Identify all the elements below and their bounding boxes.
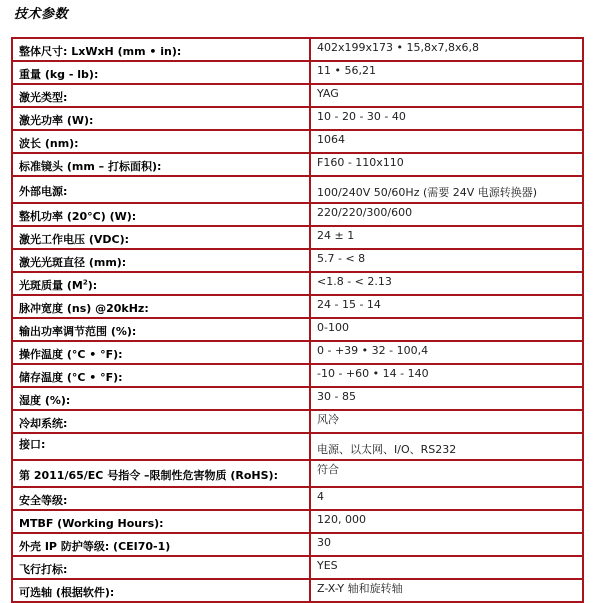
spec-label: 标准镜头 (mm – 打标面积): [12,153,310,176]
spec-label: 接口: [12,433,310,460]
spec-value: 100/240V 50/60Hz (需要 24V 电源转换器) [310,176,583,203]
table-row [12,176,583,203]
spec-value: 402x199x173 • 15,8x7,8x6,8 [310,38,583,61]
table-row [12,318,583,341]
spec-value: 电源、以太网、I/O、RS232 [310,433,583,460]
spec-value: YES [310,556,583,579]
table-row [12,249,583,272]
spec-label: 波长 (nm): [12,130,310,153]
spec-value: 30 [310,533,583,556]
spec-label: 安全等级: [12,487,310,510]
spec-value: Z-X-Y 轴和旋转轴 [310,579,583,602]
table-row [12,510,583,533]
spec-value: 风冷 [310,410,583,433]
table-row [12,387,583,410]
table-row [12,341,583,364]
table-row [12,487,583,510]
table-row [12,130,583,153]
spec-value: YAG [310,84,583,107]
spec-value: 符合 [310,460,583,487]
spec-label: 湿度 (%): [12,387,310,410]
spec-label [12,272,310,295]
spec-label: 飞行打标: [12,556,310,579]
spec-table [11,37,584,603]
table-row [12,460,583,487]
spec-label: 外部电源: [12,176,310,203]
spec-value: 0 - +39 • 32 - 100,4 [310,341,583,364]
table-row [12,84,583,107]
spec-label: 外壳 IP 防护等级: (CEI70-1) [12,533,310,556]
spec-value: 24 - 15 - 14 [310,295,583,318]
spec-label: 重量 (kg - lb): [12,61,310,84]
spec-value: 220/220/300/600 [310,203,583,226]
superscript: 2 [82,278,88,287]
table-row [12,203,583,226]
spec-value: 5.7 - < 8 [310,249,583,272]
spec-value: <1.8 - < 2.13 [310,272,583,295]
table-row [12,410,583,433]
spec-value: 11 • 56,21 [310,61,583,84]
table-row [12,38,583,61]
table-row [12,579,583,602]
section-title: 技术参数 [14,7,69,22]
table-row [12,272,583,295]
spec-label: 第 2011/65/EC 号指令 –限制性危害物质 (RoHS): [12,460,310,487]
table-row [12,433,583,460]
spec-value: 0-100 [310,318,583,341]
spec-label: 冷却系统: [12,410,310,433]
table-row [12,556,583,579]
table-row [12,226,583,249]
table-row [12,153,583,176]
spec-label: 脉冲宽度 (ns) @20kHz: [12,295,310,318]
table-row [12,364,583,387]
spec-label: 储存温度 (°C • °F): [12,364,310,387]
table-row [12,61,583,84]
spec-label: 激光功率 (W): [12,107,310,130]
spec-label: 整机功率 (20°C) (W): [12,203,310,226]
spec-label: 整体尺寸: LxWxH (mm • in): [12,38,310,61]
spec-value: -10 - +60 • 14 - 140 [310,364,583,387]
spec-value: 4 [310,487,583,510]
spec-value: 30 - 85 [310,387,583,410]
spec-label: 操作温度 (°C • °F): [12,341,310,364]
spec-value: 120, 000 [310,510,583,533]
spec-value: 1064 [310,130,583,153]
spec-value: F160 - 110x110 [310,153,583,176]
spec-label: 激光光斑直径 (mm): [12,249,310,272]
spec-label: 激光类型: [12,84,310,107]
spec-label: 激光工作电压 (VDC): [12,226,310,249]
spec-label: 输出功率调节范围 (%): [12,318,310,341]
spec-label-text: ): [87,279,98,292]
spec-value: 24 ± 1 [310,226,583,249]
table-row [12,107,583,130]
spec-label-text: 光斑质量 (M [19,279,83,292]
spec-value: 10 - 20 - 30 - 40 [310,107,583,130]
table-row [12,533,583,556]
spec-label: MTBF (Working Hours): [12,510,310,533]
spec-label: 可选轴 (根据软件): [12,579,310,602]
table-row [12,295,583,318]
